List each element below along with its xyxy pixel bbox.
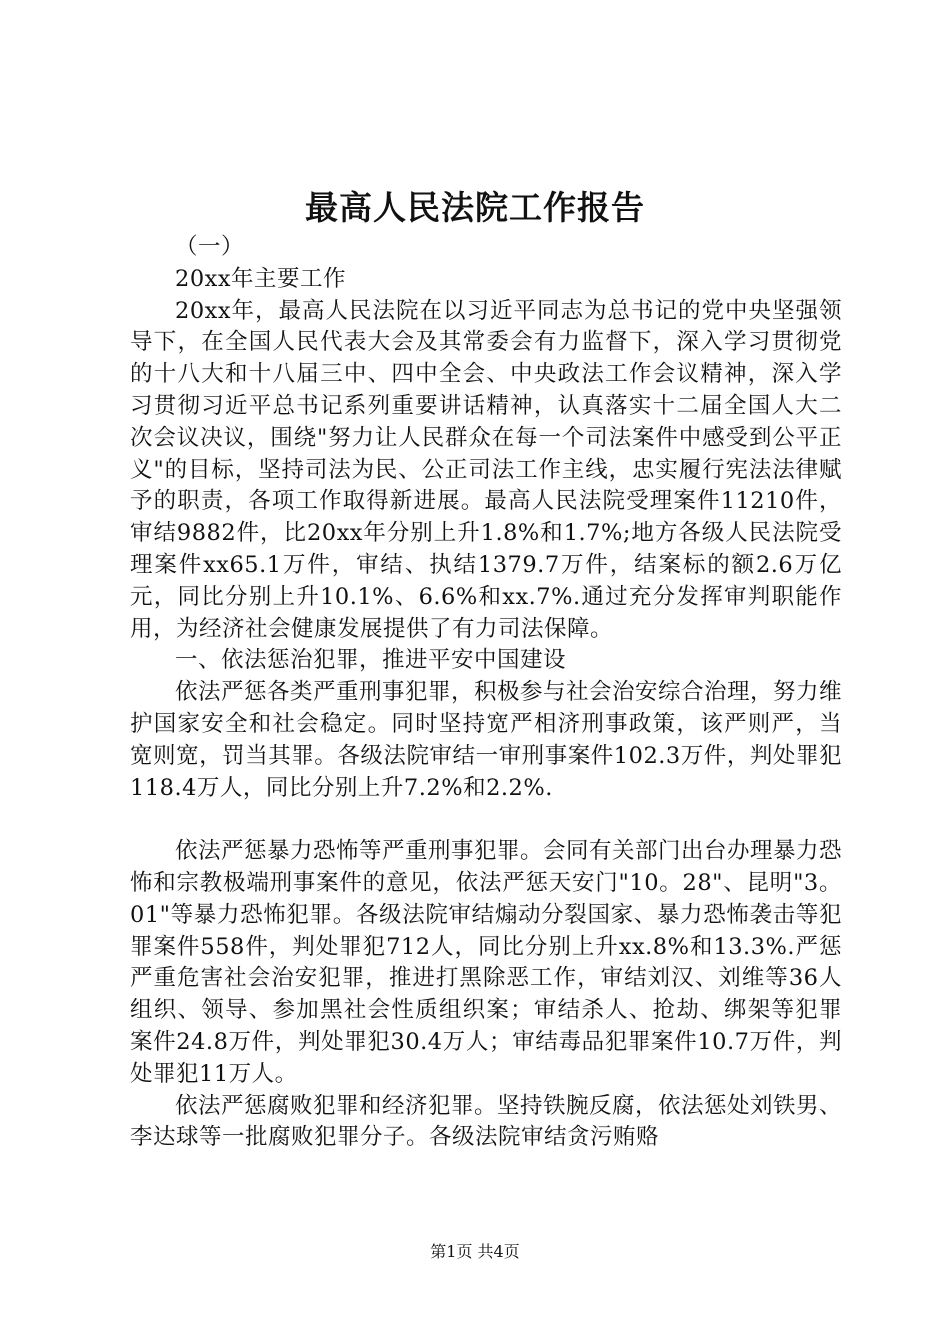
document-body xyxy=(130,232,842,1154)
section-number: （一） xyxy=(175,234,245,260)
subsection-heading: 一、依法惩治犯罪，推进平安中国建设 xyxy=(175,647,567,674)
paragraph: 依法严惩腐败犯罪和经济犯罪。坚持铁腕反腐，依法惩处刘铁男、李达球等一批腐败犯罪分子。各级法院审结贪污贿赂 xyxy=(130,1092,843,1151)
section-heading: 20xx年主要工作 xyxy=(175,265,347,292)
paragraph: 20xx年，最高人民法院在以习近平同志为总书记的党中央坚强领导下，在全国人民代表大会及其常委会有力监督下，深入学习贯彻党的十八大和十八届三中、四中全会、中央政法工作会议精神，深入学习贯彻习近平总书记系列重要讲话精神，认真落实十二届全国人大二次会议决议，围绕"努力让人民群众在每一个司法案件中感受到公平正义"的目标，坚持司法为民、公正司法工作主线，忠实履行宪法法律赋予的职责，各项工作取得新进展。最高人民法院受理案件11210件，审结9882件，比20xx年分别上升1.8%和1.7%;地方各级人民法院受理案件xx65.1万件，审结、执结1379.7万件，结案标的额2.6万亿元，同比分别上升10.1%、6.6%和xx.7%.通过充分发挥审判职能作用，为经济社会健康发展提供了有力司法保障。 xyxy=(130,297,842,642)
paragraph: 依法严惩暴力恐怖等严重刑事犯罪。会同有关部门出台办理暴力恐怖和宗教极端刑事案件的意见，依法严惩天安门"10。28"、昆明"3。01"等暴力恐怖犯罪。各级法院审结煽动分裂国家、暴力恐怖袭击等犯罪案件558件，判处罪犯712人，同比分别上升xx.8%和13.3%.严惩严重危害社会治安犯罪，推进打黑除恶工作，审结刘汉、刘维等36人组织、领导、参加黑社会性质组织案；审结杀人、抢劫、绑架等犯罪案件24.8万件，判处罪犯30.4万人；审结毒品犯罪案件10.7万件，判处罪犯11万人。 xyxy=(130,838,843,1087)
page-number-footer: 第1页 共4页 xyxy=(430,1242,520,1261)
document-title: 最高人民法院工作报告 xyxy=(305,188,645,227)
paragraph: 依法严惩各类严重刑事犯罪，积极参与社会治安综合治理，努力维护国家安全和社会稳定。同时坚持宽严相济刑事政策，该严则严，当宽则宽，罚当其罪。各级法院审结一审刑事案件102.3万件，判处罪犯118.4万人，同比分别上升7.2%和2.2%. xyxy=(130,679,843,801)
